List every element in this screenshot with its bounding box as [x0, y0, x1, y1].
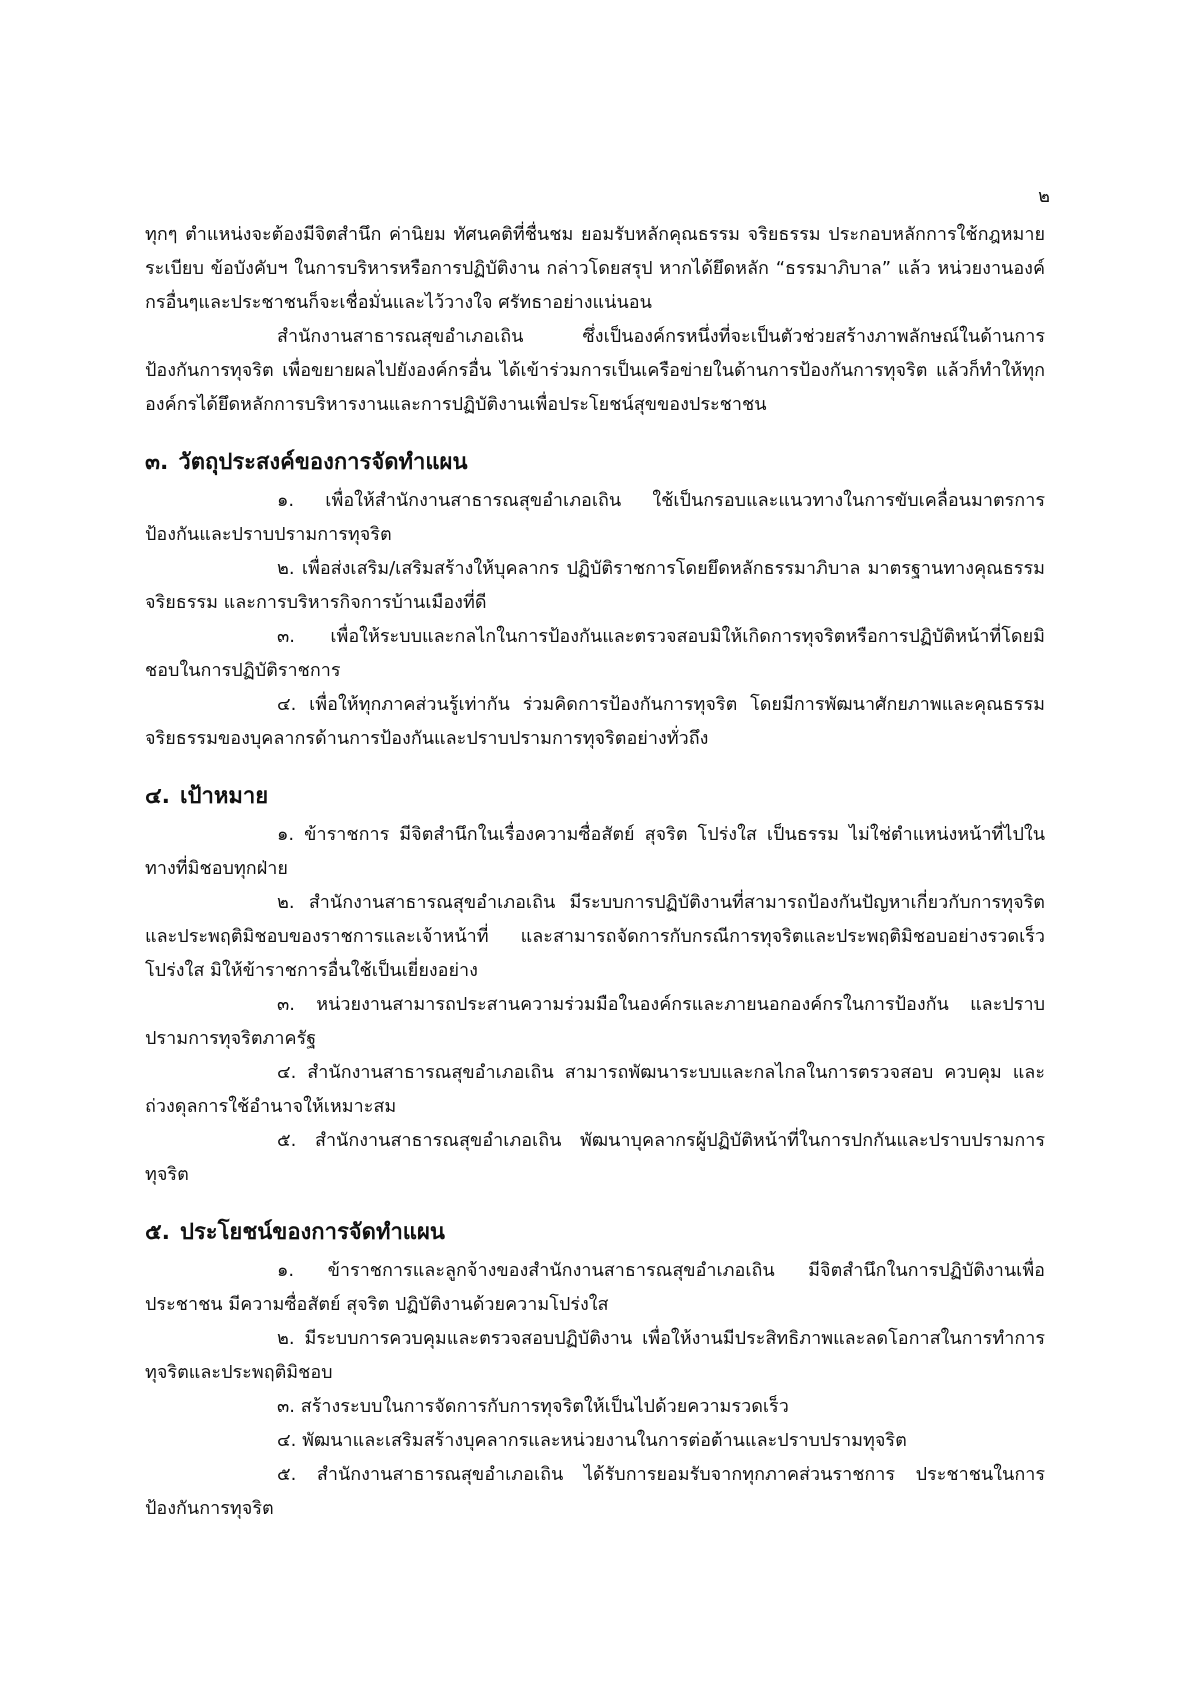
- section-4-item-1: ๑. ข้าราชการ มีจิตสำนึกในเรื่องความซื่อสัตย์ สุจริต โปร่งใส เป็นธรรม ไม่ใช่ตำแหน่งหน้าที่ไปในทางที่มิชอบทุกฝ่าย: [145, 824, 1045, 879]
- section-4-heading: [145, 780, 1045, 814]
- intro-paragraph-2: สำนักงานสาธารณสุขอำเภอเถิน ซึ่งเป็นองค์กรหนึ่งที่จะเป็นตัวช่วยสร้างภาพลักษณ์ในด้านการป้องกันการทุจริต เพื่อขยายผลไปยังองค์กรอื่น ได้เข้าร่วมการเป็นเครือข่ายในด้านการป้องกันการทุจริต แล้วก็ทำให้ทุกองค์กรได้ยึดหลักการบริหารงานและการปฏิบัติงานเพื่อประโยชน์สุขของประชาชน: [145, 326, 1045, 415]
- page-number: ๒: [1038, 186, 1050, 207]
- section-4-title: เป้าหมาย: [180, 784, 269, 809]
- section-3-number: ๓.: [145, 450, 169, 475]
- document-body: [145, 218, 1045, 1526]
- section-4-item-5: ๕. สำนักงานสาธารณสุขอำเภอเถิน พัฒนาบุคลากรผู้ปฏิบัติหน้าที่ในการปกกันและปราบปรามการทุจริต: [145, 1130, 1045, 1185]
- section-5-item-1: ๑. ข้าราชการและลูกจ้างของสำนักงานสาธารณสุขอำเภอเถิน มีจิตสำนึกในการปฏิบัติงานเพื่อประชาชน มีความซื่อสัตย์ สุจริต ปฏิบัติงานด้วยความโปร่งใส: [145, 1260, 1045, 1315]
- section-3-item-4: ๔. เพื่อให้ทุกภาคส่วนรู้เท่ากัน ร่วมคิดการป้องกันการทุจริต โดยมีการพัฒนาศักยภาพและคุณธรรมจริยธรรมของบุคลากรด้านการป้องกันและปราบปรามการทุจริตอย่างทั่วถึง: [145, 694, 1045, 749]
- section-5-item-4: ๔. พัฒนาและเสริมสร้างบุคลากรและหน่วยงานในการต่อต้านและปราบปรามทุจริต: [277, 1430, 907, 1451]
- intro-paragraph-1: ทุกๆ ตำแหน่งจะต้องมีจิตสำนึก ค่านิยม ทัศนคติที่ชื่นชม ยอมรับหลักคุณธรรม จริยธรรม ประกอบหลักการใช้กฎหมายระเบียบ ข้อบังคับฯ ในการบริหารหรือการปฏิบัติงาน กล่าวโดยสรุป หากได้ยึดหลัก “ธรรมาภิบาล” แล้ว หน่วยงานองค์กรอื่นๆและประชาชนก็จะเชื่อมั่นและไว้วางใจ ศรัทธาอย่างแน่นอน: [145, 224, 1045, 313]
- section-5-item-3: ๓. สร้างระบบในการจัดการกับการทุจริตให้เป็นไปด้วยความรวดเร็ว: [277, 1396, 789, 1417]
- section-3-title: วัตถุประสงค์ของการจัดทำแผน: [178, 450, 468, 475]
- section-5-item-5: ๕. สำนักงานสาธารณสุขอำเภอเถิน ได้รับการยอมรับจากทุกภาคส่วนราชการ ประชาชนในการป้องกันการทุจริต: [145, 1464, 1045, 1519]
- section-3-heading: [145, 446, 1045, 480]
- section-5-heading: [145, 1216, 1045, 1250]
- section-5-number: ๕.: [145, 1220, 171, 1245]
- section-4-item-2: ๒. สำนักงานสาธารณสุขอำเภอเถิน มีระบบการปฏิบัติงานที่สามารถป้องกันปัญหาเกี่ยวกับการทุจริตและประพฤติมิชอบของราชการและเจ้าหน้าที่ และสามารถจัดการกับกรณีการทุจริตและประพฤติมิชอบอย่างรวดเร็ว โปร่งใส มิให้ข้าราชการอื่นใช้เป็นเยี่ยงอย่าง: [145, 892, 1045, 981]
- section-3-item-1: ๑. เพื่อให้สำนักงานสาธารณสุขอำเภอเถิน ใช้เป็นกรอบและแนวทางในการขับเคลื่อนมาตรการป้องกันและปราบปรามการทุจริต: [145, 490, 1045, 545]
- section-4-item-4: ๔. สำนักงานสาธารณสุขอำเภอเถิน สามารถพัฒนาระบบและกลไกลในการตรวจสอบ ควบคุม และถ่วงดุลการใช้อำนาจให้เหมาะสม: [145, 1062, 1045, 1117]
- section-3-item-3: ๓. เพื่อให้ระบบและกลไกในการป้องกันและตรวจสอบมิให้เกิดการทุจริตหรือการปฏิบัติหน้าที่โดยมิชอบในการปฏิบัติราชการ: [145, 626, 1045, 681]
- section-3-item-2: ๒. เพื่อส่งเสริม/เสริมสร้างให้บุคลากร ปฏิบัติราชการโดยยึดหลักธรรมาภิบาล มาตรฐานทางคุณธรรม จริยธรรม และการบริหารกิจการบ้านเมืองที่ดี: [145, 558, 1045, 613]
- section-5-title: ประโยชน์ของการจัดทำแผน: [180, 1220, 445, 1245]
- section-5-item-2: ๒. มีระบบการควบคุมและตรวจสอบปฏิบัติงาน เพื่อให้งานมีประสิทธิภาพและลดโอกาสในการทำการทุจริตและประพฤติมิชอบ: [145, 1328, 1045, 1383]
- section-4-number: ๔.: [145, 784, 171, 809]
- section-4-item-3: ๓. หน่วยงานสามารถประสานความร่วมมือในองค์กรและภายนอกองค์กรในการป้องกัน และปราบปรามการทุจริตภาครัฐ: [145, 994, 1045, 1049]
